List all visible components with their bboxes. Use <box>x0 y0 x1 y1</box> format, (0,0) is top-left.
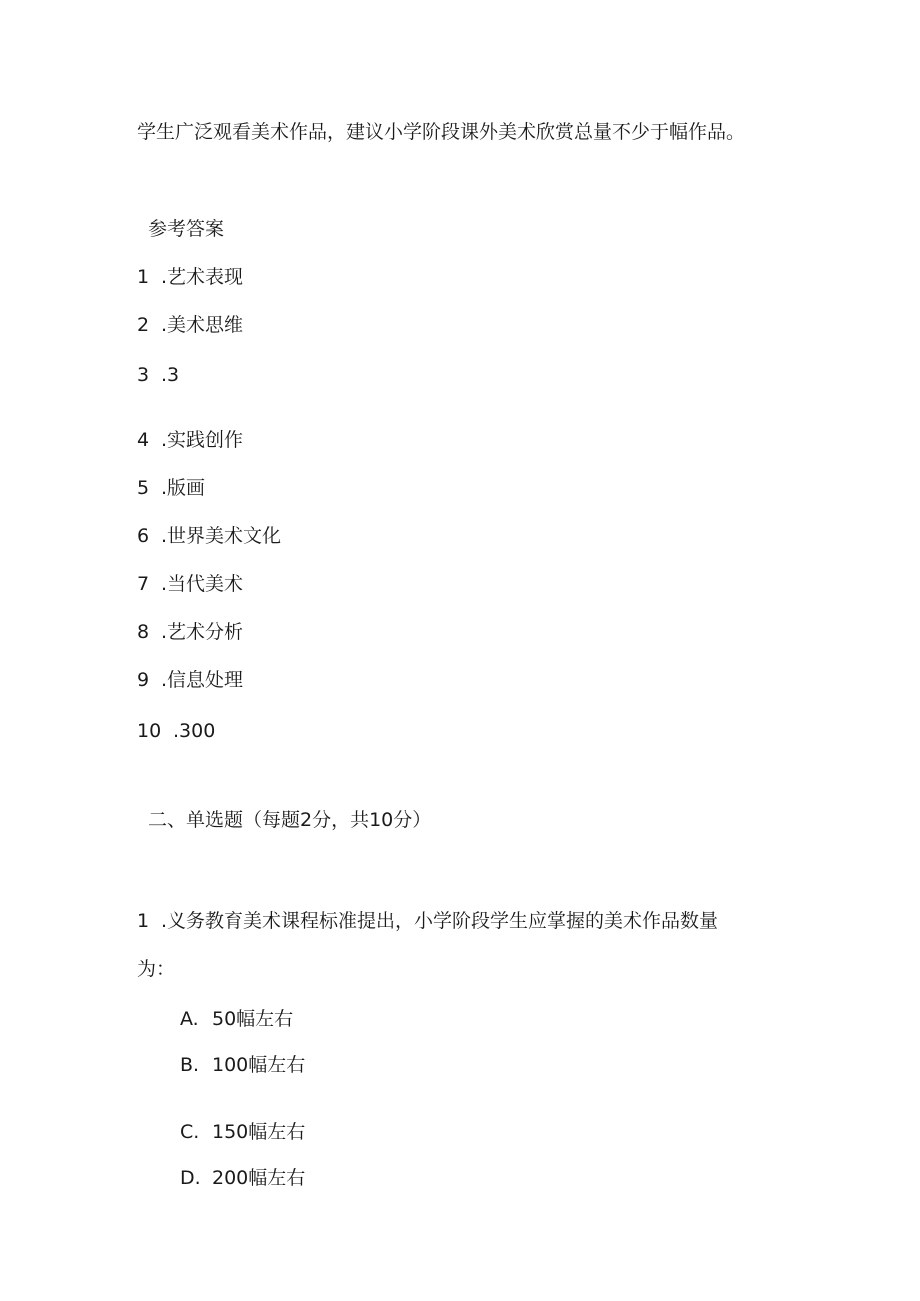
answer-item <box>137 313 243 337</box>
answer-text: .艺术分析 <box>161 621 244 643</box>
answer-text: .当代美术 <box>161 573 244 595</box>
answer-text: .世界美术文化 <box>161 525 282 547</box>
answer-item <box>137 572 243 596</box>
answer-text: .艺术表现 <box>161 266 244 288</box>
answer-number: 10 <box>137 720 162 742</box>
option-a <box>180 1007 293 1031</box>
option-letter: D. <box>180 1167 201 1189</box>
section-heading: 二、单选题（每题2分，共10分） <box>148 809 432 831</box>
answer-item <box>137 265 243 289</box>
option-letter: B. <box>180 1054 200 1076</box>
answer-text: .版画 <box>161 477 206 499</box>
answer-item <box>137 524 281 548</box>
answer-number: 3 <box>137 364 150 386</box>
answer-number: 1 <box>137 266 150 288</box>
answer-item <box>137 668 243 692</box>
answer-item <box>137 620 243 644</box>
question-text: .义务教育美术课程标准提出，小学阶段学生应掌握的美术作品数量 <box>161 910 719 932</box>
option-text: 200幅左右 <box>212 1167 306 1189</box>
question-stem <box>137 909 718 933</box>
option-text: 150幅左右 <box>212 1121 306 1143</box>
option-text: 50幅左右 <box>212 1008 294 1030</box>
question-number: 1 <box>137 910 150 932</box>
intro-paragraph: 学生广泛观看美术作品，建议小学阶段课外美术欣赏总量不少于幅作品。 <box>137 121 746 143</box>
answer-number: 6 <box>137 525 150 547</box>
option-c <box>180 1120 305 1144</box>
answer-item <box>137 428 243 452</box>
answer-item <box>137 363 179 387</box>
answer-number: 9 <box>137 669 150 691</box>
option-text: 100幅左右 <box>212 1054 306 1076</box>
answer-item <box>137 476 205 500</box>
question-stem-continued: 为： <box>137 958 176 980</box>
answer-text: .实践创作 <box>161 429 244 451</box>
answer-text: .美术思维 <box>161 314 244 336</box>
answer-number: 8 <box>137 621 150 643</box>
answer-text: .3 <box>161 364 180 386</box>
answer-number: 5 <box>137 477 150 499</box>
option-d <box>180 1166 305 1190</box>
option-letter: A. <box>180 1008 199 1030</box>
option-b <box>180 1053 305 1077</box>
answer-number: 4 <box>137 429 150 451</box>
answers-heading: 参考答案 <box>148 218 225 240</box>
answer-text: .信息处理 <box>161 669 244 691</box>
answer-item <box>137 719 215 743</box>
answer-number: 2 <box>137 314 150 336</box>
option-letter: C. <box>180 1121 200 1143</box>
answer-text: .300 <box>173 720 216 742</box>
answer-number: 7 <box>137 573 150 595</box>
